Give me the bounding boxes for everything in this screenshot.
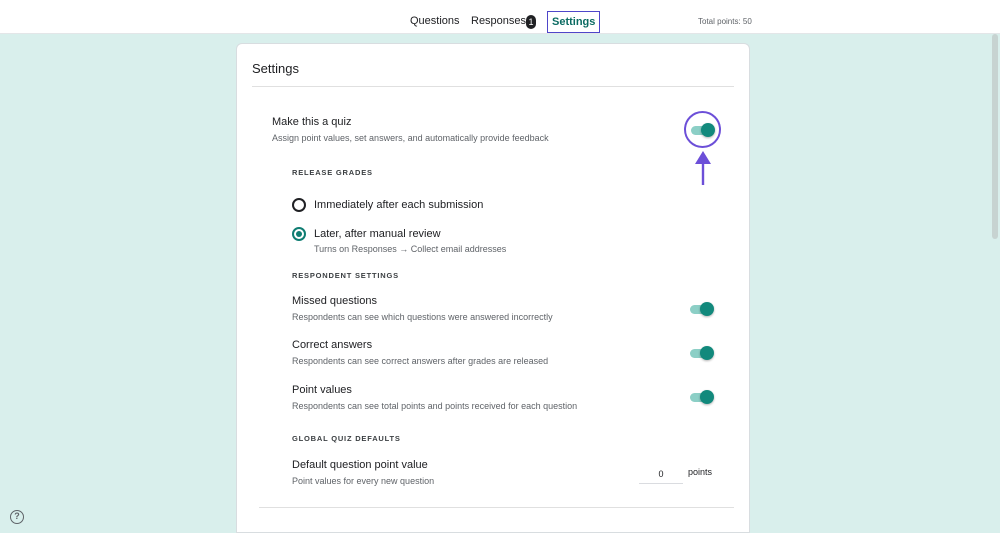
quiz-setting-title: Make this a quiz xyxy=(272,116,352,128)
radio-immediately[interactable] xyxy=(292,198,306,212)
annotation-arrow-icon xyxy=(694,151,712,185)
global-quiz-defaults-label: GLOBAL QUIZ DEFAULTS xyxy=(292,434,401,443)
point-values-toggle[interactable] xyxy=(688,389,716,405)
scrollbar[interactable] xyxy=(992,34,998,239)
default-point-value-title: Default question point value xyxy=(292,459,428,471)
highlight-ring xyxy=(684,111,721,148)
help-icon[interactable]: ? xyxy=(10,510,24,524)
total-points-label: Total points: 50 xyxy=(698,17,752,26)
radio-later-manual-review[interactable] xyxy=(292,227,306,241)
missed-questions-toggle[interactable] xyxy=(688,301,716,317)
top-bar xyxy=(0,0,1000,34)
correct-answers-description: Respondents can see correct answers after grades are released xyxy=(292,356,549,366)
point-values-description: Respondents can see total points and points received for each question xyxy=(292,401,578,411)
radio-later-label[interactable]: Later, after manual review xyxy=(314,228,441,240)
radio-immediately-label[interactable]: Immediately after each submission xyxy=(314,199,484,211)
responses-count-badge: 1 xyxy=(526,15,536,29)
respondent-settings-label: RESPONDENT SETTINGS xyxy=(292,271,399,280)
missed-questions-title: Missed questions xyxy=(292,295,377,307)
tab-questions[interactable]: Questions xyxy=(410,15,460,27)
correct-answers-title: Correct answers xyxy=(292,339,373,351)
quiz-setting-description: Assign point values, set answers, and automatically provide feedback xyxy=(272,133,549,143)
divider xyxy=(259,507,734,508)
divider xyxy=(252,86,734,87)
toggle-knob xyxy=(700,346,714,360)
settings-card-title: Settings xyxy=(252,61,299,76)
default-point-value-input[interactable] xyxy=(639,464,683,484)
tab-responses[interactable]: Responses xyxy=(471,15,527,27)
toggle-knob xyxy=(700,390,714,404)
toggle-knob xyxy=(700,302,714,316)
release-grades-label: RELEASE GRADES xyxy=(292,168,373,177)
radio-later-sublabel: Turns on Responses → Collect email addresses xyxy=(314,244,507,254)
point-values-title: Point values xyxy=(292,384,352,396)
points-unit-label: points xyxy=(688,467,713,477)
tab-settings[interactable]: Settings xyxy=(547,11,600,33)
default-point-value-description: Point values for every new question xyxy=(292,476,435,486)
missed-questions-description: Respondents can see which questions were answered incorrectly xyxy=(292,312,553,322)
correct-answers-toggle[interactable] xyxy=(688,345,716,361)
